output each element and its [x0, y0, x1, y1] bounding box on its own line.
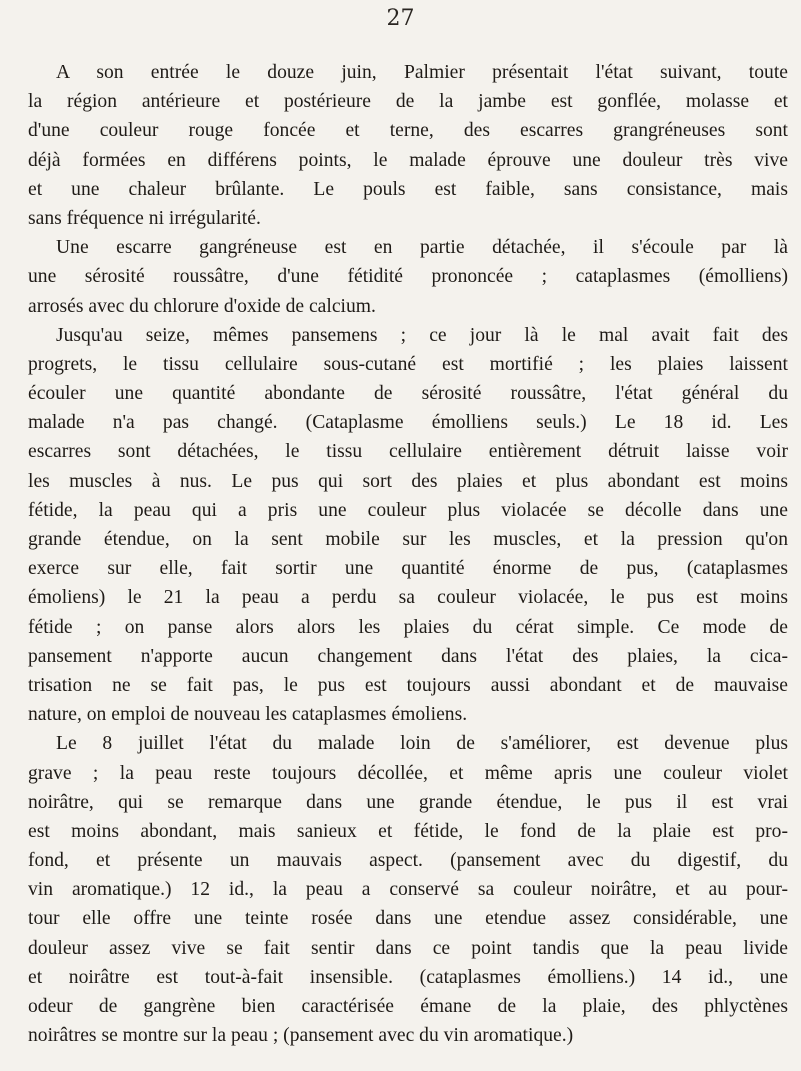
text-line: écouler une quantité abondante de sérosité roussâtre, l'état général du	[28, 383, 788, 405]
text-line: fétide, la peau qui a pris une couleur plus violacée se décolle dans une	[28, 499, 788, 521]
text-line: progrets, le tissu cellulaire sous-cutané est mortifié ; les plaies laissent	[28, 353, 788, 375]
text-line: trisation ne se fait pas, le pus est toujours aussi abondant et de mauvaise	[28, 674, 788, 696]
body-text	[28, 58, 788, 1050]
text-line: sans fréquence ni irrégularité.	[28, 207, 261, 229]
text-line: émoliens) le 21 la peau a perdu sa couleur violacée, le pus est moins	[28, 587, 788, 609]
text-line: grave ; la peau reste toujours décollée, et même apris une couleur violet	[28, 762, 788, 784]
text-line: tour elle offre une teinte rosée dans une etendue assez considérable, une	[28, 908, 788, 930]
text-line: noirâtres se montre sur la peau ; (pansement avec du vin aromatique.)	[28, 1025, 574, 1047]
text-line: arrosés avec du chlorure d'oxide de calcium.	[28, 295, 376, 317]
text-line: vin aromatique.) 12 id., la peau a conservé sa couleur noirâtre, et au pour-	[28, 879, 788, 901]
text-line: douleur assez vive se fait sentir dans ce point tandis que la peau livide	[28, 937, 788, 959]
text-line: A son entrée le douze juin, Palmier présentait l'état suivant, toute	[56, 62, 788, 83]
text-line: d'une couleur rouge foncée et terne, des escarres grangréneuses sont	[28, 120, 788, 142]
text-line: pansement n'apporte aucun changement dans l'état des plaies, la cica-	[28, 645, 788, 667]
text-line: noirâtre, qui se remarque dans une grande étendue, le pus il est vrai	[28, 791, 788, 813]
text-line: exerce sur elle, fait sortir une quantité énorme de pus, (cataplasmes	[28, 558, 788, 580]
text-line: malade n'a pas changé. (Cataplasme émolliens seuls.) Le 18 id. Les	[28, 412, 788, 434]
text-line: est moins abondant, mais sanieux et fétide, le fond de la plaie est pro-	[28, 820, 788, 842]
text-line: et noirâtre est tout-à-fait insensible. (cataplasmes émolliens.) 14 id., une	[28, 966, 788, 988]
text-line: escarres sont détachées, le tissu cellulaire entièrement détruit laisse voir	[28, 441, 788, 463]
text-line: Une escarre gangréneuse est en partie détachée, il s'écoule par là	[56, 237, 788, 259]
text-line: odeur de gangrène bien caractérisée émane de la plaie, des phlyctènes	[28, 996, 788, 1017]
text-line: fétide ; on panse alors alors les plaies du cérat simple. Ce mode de	[28, 616, 788, 638]
text-line: une sérosité roussâtre, d'une fétidité prononcée ; cataplasmes (émolliens)	[28, 266, 788, 288]
text-line: la région antérieure et postérieure de la jambe est gonflée, molasse et	[28, 91, 788, 113]
text-line: Le 8 juillet l'état du malade loin de s'améliorer, est devenue plus	[56, 733, 788, 755]
text-line: nature, on emploi de nouveau les cataplasmes émoliens.	[28, 704, 468, 726]
text-line: Jusqu'au seize, mêmes pansemens ; ce jour là le mal avait fait des	[56, 324, 788, 346]
text-line: et une chaleur brûlante. Le pouls est faible, sans consistance, mais	[28, 178, 788, 200]
text-line: fond, et présente un mauvais aspect. (pansement avec du digestif, du	[28, 850, 788, 872]
text-line: grande étendue, on la sent mobile sur les muscles, et la pression qu'on	[28, 529, 788, 550]
text-line: les muscles à nus. Le pus qui sort des plaies et plus abondant est moins	[28, 470, 788, 492]
text-line: déjà formées en différens points, le malade éprouve une douleur très vive	[28, 149, 788, 171]
page-number: 27	[386, 6, 415, 31]
